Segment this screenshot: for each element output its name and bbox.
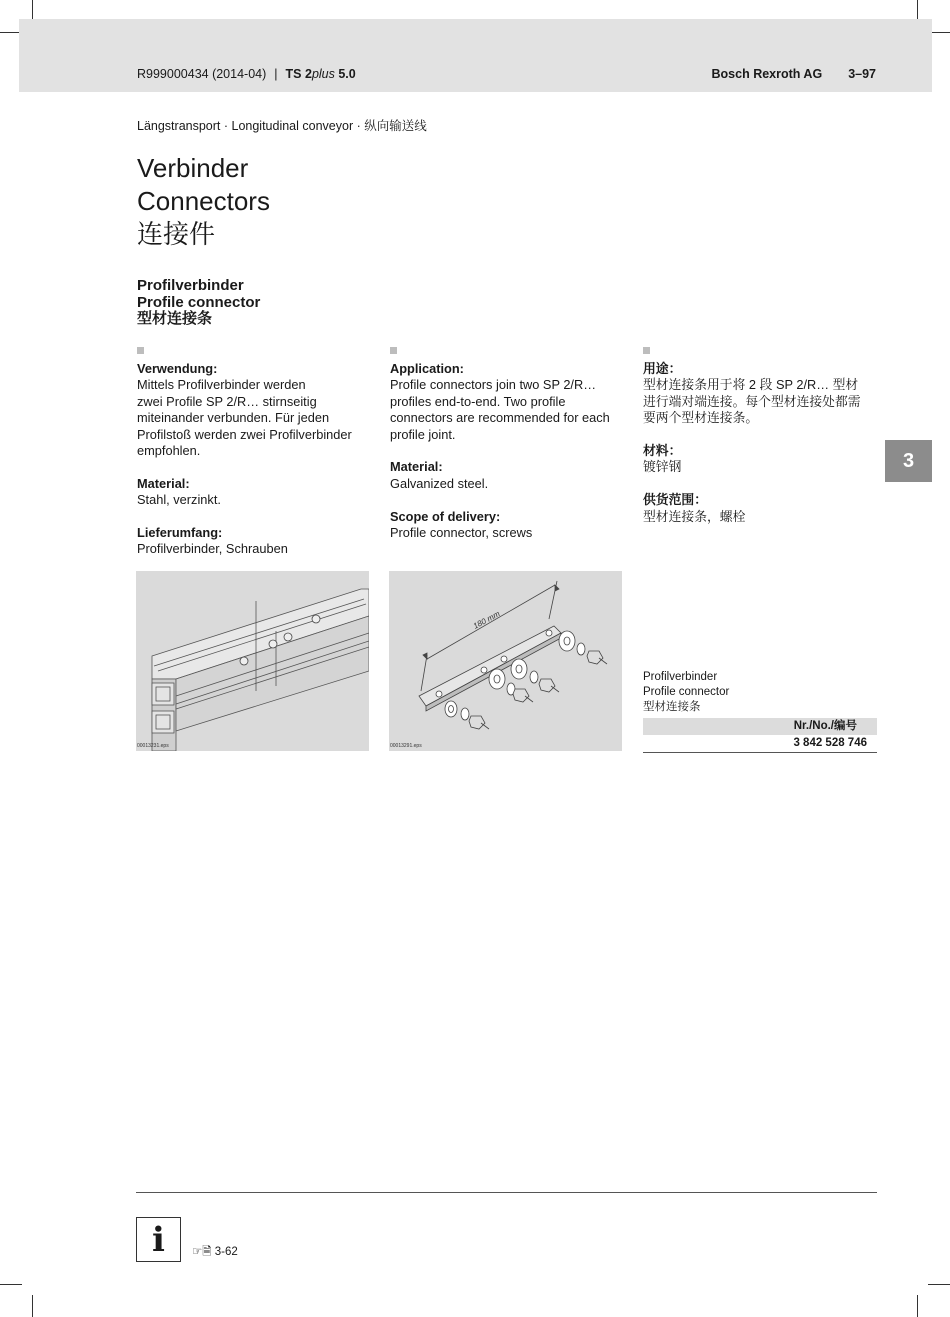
use-text: Profile connectors join two SP 2/R… profiles end-to-end. Two profile connectors are recommended for each profile joint. [390,377,610,442]
cross-reference[interactable] [192,1244,238,1263]
figure-caption [643,670,729,715]
use-heading: Verwendung: [137,361,218,376]
subtitle-de: Profilverbinder [137,277,244,294]
dimension-label: 180 mm [471,609,502,631]
order-number: 3 842 528 746 [643,735,877,753]
column-de [137,347,369,574]
figure-profile-assembly [136,571,369,751]
scope-text: Profile connector, screws [390,525,533,541]
crop-mark [917,1295,918,1317]
header-left [137,67,356,81]
scope-heading: 供货范围： [643,492,707,508]
title-zh: 连接件 [137,219,216,249]
page-number: 3–97 [848,67,876,81]
chapter-tab: 3 [885,440,932,482]
info-icon: i [136,1217,181,1262]
scope-heading: Lieferumfang: [137,525,223,541]
scope-text: 型材连接条，螺栓 [643,508,746,524]
scope-heading: Scope of delivery: [390,508,501,524]
crop-mark [0,1284,22,1285]
title-en: Connectors [137,186,270,216]
caption-zh: 型材连接条 [643,701,701,713]
crop-mark [32,1295,33,1317]
connector-parts-drawing [389,571,622,751]
scope-text: Profilverbinder, Schrauben [137,541,288,557]
page-title [137,152,270,251]
bullet-square-icon [643,347,650,354]
caption-de: Profilverbinder [643,671,718,683]
header-right [712,67,876,81]
use-text: 型材连接条用于将 2 段 SP 2/R… 型材 进行端对端连接。每个型材连接处都需 要两个型材连接条。 [643,377,861,426]
material-text: Stahl, verzinkt. [137,492,221,508]
figure-connector-parts [389,571,622,751]
crop-mark [928,1284,950,1285]
subtitle-zh: 型材连接条 [137,310,213,327]
material-heading: 材料： [643,443,682,459]
profile-assembly-drawing [136,571,369,751]
company-name: Bosch Rexroth AG [711,67,823,81]
order-table-header: Nr./No./编号 [643,718,877,735]
material-text: Galvanized steel. [390,475,489,491]
breadcrumb: Längstransport · Longitudinal conveyor · 纵向输送线 [137,119,427,133]
doc-id: R999000434 (2014-04) [137,67,267,81]
subtitle-en: Profile connector [137,293,261,311]
title-de: Verbinder [137,153,249,183]
use-heading: Application: [390,361,464,376]
material-text: 镀锌钢 [643,459,682,475]
figure-id: 00013291.eps [390,743,422,749]
use-heading: 用途： [643,361,682,376]
section-title [137,278,260,328]
reference-page: 3-62 [214,1246,238,1258]
material-heading: Material: [390,459,443,475]
product-name: TS 2plus 5.0 [285,67,356,81]
material-heading: Material: [137,475,190,491]
caption-en: Profile connector [643,686,730,698]
figure-id: 00013231.eps [137,743,169,749]
column-en [390,347,622,558]
header-separator: | [274,67,278,81]
page-header [19,19,932,92]
pointing-hand-icon: ☞🗎 [192,1246,212,1258]
use-text: Mittels Profilverbinder werden zwei Profile SP 2/R… stirnseitig miteinander verbunden. Für jeden Profilstoß werden zwei Profilverbinder empfohlen. [137,377,352,459]
column-zh [643,347,875,541]
order-number-table [643,718,877,753]
bullet-square-icon [390,347,397,354]
bullet-square-icon [137,347,144,354]
footer-divider [136,1192,877,1193]
